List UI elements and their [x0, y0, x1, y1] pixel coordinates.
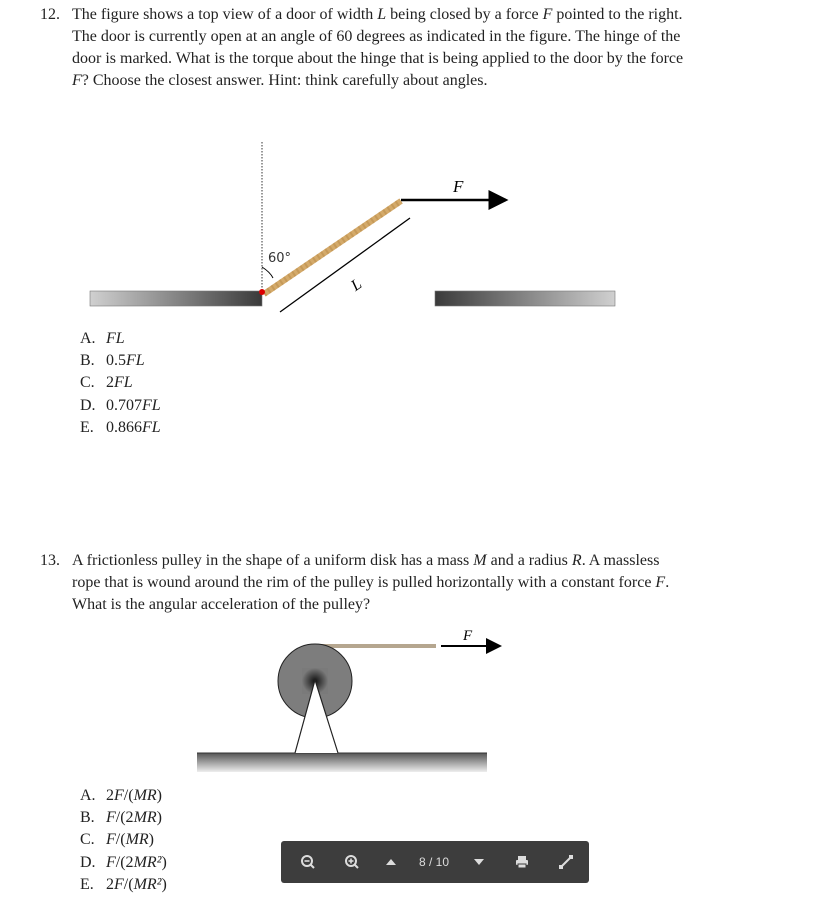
next-page-button[interactable]	[467, 841, 491, 883]
left-wall	[90, 291, 262, 306]
page-down-icon	[474, 858, 484, 866]
choice-label: A.	[80, 330, 96, 347]
answer-choice	[80, 396, 161, 416]
text-segment: A frictionless pulley in the shape of a uniform disk has a mass	[72, 552, 474, 569]
math-variable: MR	[133, 809, 157, 827]
answer-choice	[80, 351, 145, 371]
page-indicator: 8 / 10	[418, 855, 450, 869]
text-segment: )	[161, 853, 167, 871]
answer-choice	[80, 830, 154, 850]
math-variable: FL	[126, 352, 145, 370]
text-segment: )	[161, 875, 167, 893]
text-segment: /(	[123, 787, 134, 804]
text-segment: /(2	[115, 853, 134, 871]
choice-label: C.	[80, 831, 95, 849]
text-segment: What is the angular acceleration of the pulley?	[72, 596, 371, 613]
text-segment: 0.5	[106, 352, 126, 370]
answer-choice	[80, 373, 133, 393]
answer-choice	[80, 418, 161, 438]
angle-label: 60°	[268, 251, 292, 266]
text-segment: /(	[115, 831, 126, 849]
math-variable: MR	[133, 787, 157, 804]
math-variable: M	[473, 552, 487, 569]
question-number: 13.	[40, 552, 60, 569]
force-label: F	[463, 628, 473, 644]
text-segment: /(	[123, 875, 134, 893]
zoom-in-button[interactable]	[337, 841, 367, 883]
hinge	[259, 289, 265, 295]
math-variable: F	[106, 831, 116, 849]
choice-label: E.	[80, 418, 94, 436]
previous-page-button[interactable]	[379, 841, 403, 883]
length-indicator	[280, 218, 410, 312]
text-segment: rope that is wound around the rim of the pulley is pulled horizontally with a constant force	[72, 574, 656, 591]
text-segment: )	[156, 809, 162, 827]
text-segment: door is marked. What is the torque about the hinge that is being applied to the door by the force	[72, 50, 684, 67]
zoom-out-button[interactable]	[293, 841, 323, 883]
text-segment: 2	[106, 374, 114, 392]
choice-label: B.	[80, 809, 95, 827]
text-segment: 2	[106, 787, 114, 804]
text-segment: )	[156, 787, 162, 804]
math-variable: F	[114, 875, 124, 893]
question-text-line	[72, 573, 669, 593]
math-variable: F	[72, 72, 82, 89]
text-segment: 0.707	[106, 396, 142, 414]
answer-choice	[80, 786, 162, 806]
math-variable: MR²	[133, 853, 162, 871]
right-wall	[435, 291, 615, 306]
text-segment: being closed by a force	[386, 6, 543, 23]
length-label: L	[348, 275, 366, 295]
math-variable: FL	[142, 396, 161, 414]
question-text-line	[72, 551, 659, 571]
text-segment: . A massless	[581, 552, 660, 569]
math-variable: F	[106, 853, 116, 871]
text-segment: 2	[106, 875, 114, 893]
text-segment: pointed to the right.	[552, 6, 683, 23]
force-label: F	[453, 177, 464, 196]
math-variable: F	[655, 574, 666, 591]
pdf-toolbar	[281, 841, 589, 883]
math-variable: FL	[114, 374, 133, 392]
print-icon	[515, 855, 529, 869]
fullscreen-icon	[559, 855, 573, 869]
text-segment: .	[665, 574, 670, 591]
choice-label: D.	[80, 396, 96, 414]
math-variable: L	[377, 6, 387, 23]
answer-choice	[80, 808, 162, 828]
text-segment: and a radius	[486, 552, 572, 569]
zoom-out-icon	[300, 854, 316, 870]
math-variable: F	[542, 6, 553, 23]
math-variable: FL	[142, 418, 161, 436]
text-segment: The door is currently open at an angle of 60 degrees as indicated in the figure. The hinge of the	[72, 28, 681, 45]
zoom-in-icon	[344, 854, 360, 870]
answer-choice	[80, 875, 167, 895]
page-up-icon	[386, 858, 396, 866]
choice-label: E.	[80, 875, 94, 893]
math-variable: F	[114, 787, 124, 804]
choice-label: B.	[80, 352, 95, 370]
answer-choice	[80, 329, 125, 349]
question-number: 12.	[40, 6, 60, 23]
text-segment: ? Choose the closest answer. Hint: think carefully about angles.	[81, 72, 488, 89]
choice-label: D.	[80, 853, 96, 871]
choice-label: C.	[80, 374, 95, 392]
question-text-line	[72, 595, 370, 615]
math-variable: MR	[125, 831, 149, 849]
answer-choice	[80, 853, 167, 873]
print-button[interactable]	[509, 841, 535, 883]
text-segment: )	[148, 831, 154, 849]
text-segment: The figure shows a top view of a door of width	[72, 6, 378, 23]
text-segment: /(2	[115, 809, 134, 827]
angle-arc	[262, 267, 273, 278]
fullscreen-button[interactable]	[553, 841, 579, 883]
pulley-figure	[197, 628, 500, 772]
math-variable: R	[571, 552, 582, 569]
math-variable: F	[106, 809, 116, 827]
math-variable: MR²	[133, 875, 162, 893]
choice-label: A.	[80, 787, 96, 804]
text-segment: 0.866	[106, 418, 142, 436]
math-variable: FL	[106, 330, 125, 347]
